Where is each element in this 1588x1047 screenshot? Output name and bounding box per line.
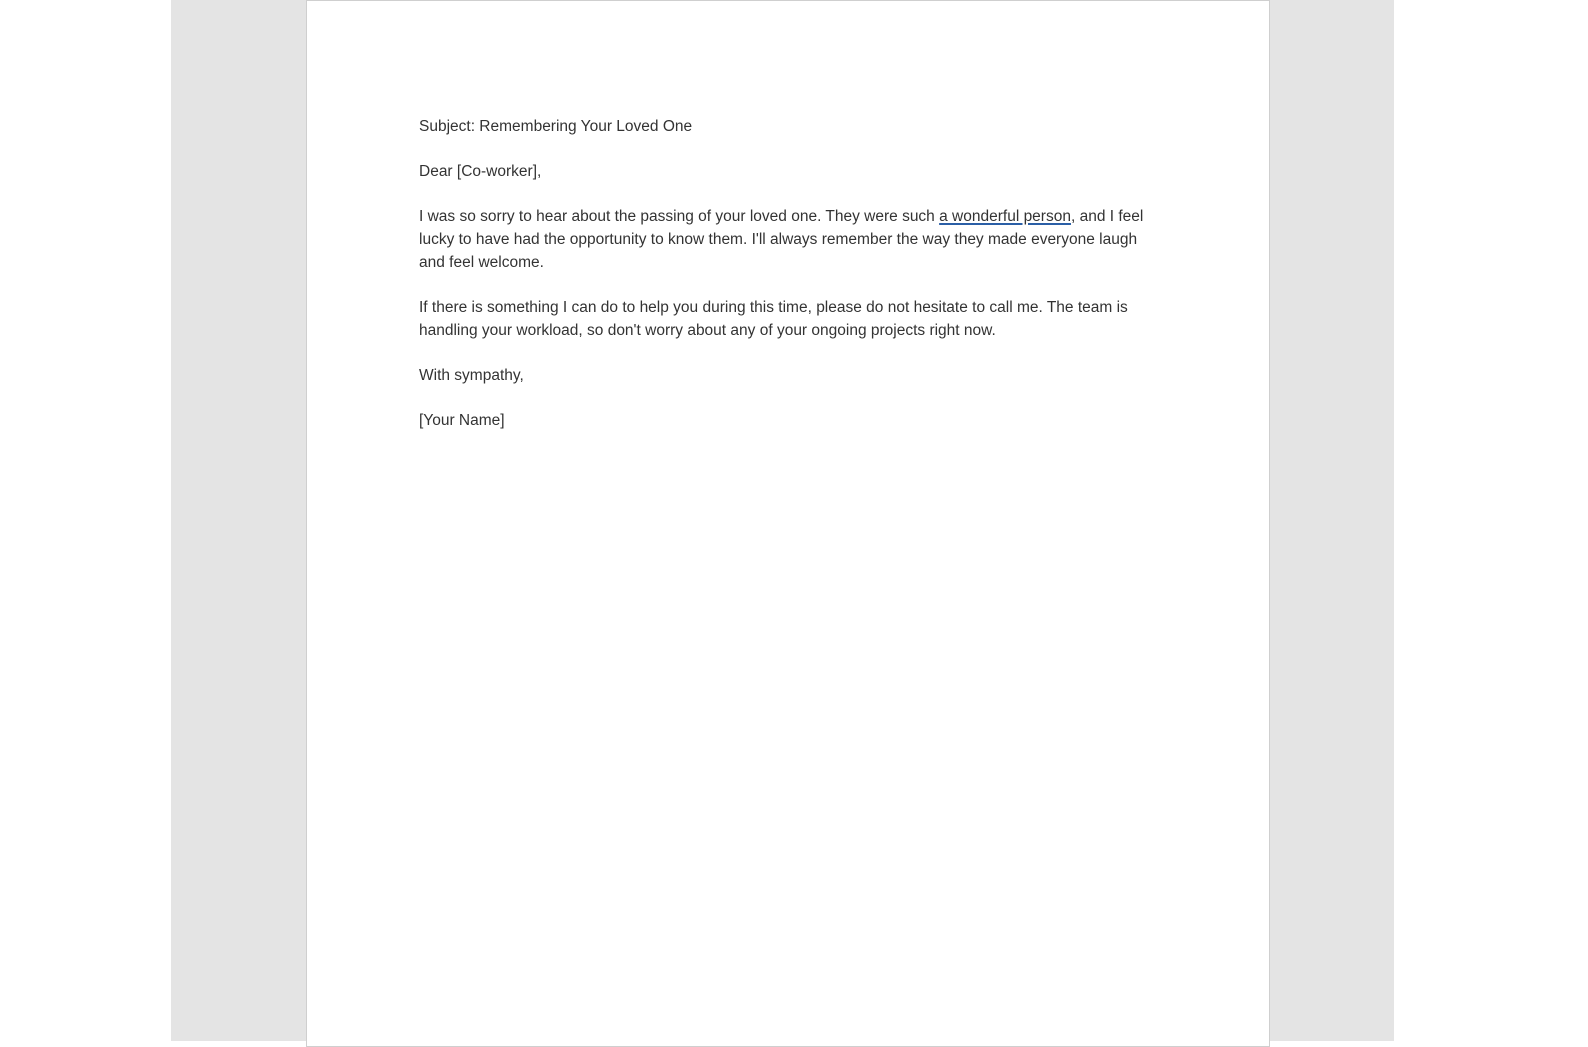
letter-paragraph-2: If there is something I can do to help you during this time, please do not hesitate to call me. The team is handling your workload, so don't worry about any of your ongoing projects right now. (419, 299, 1128, 339)
document-page (306, 0, 1270, 1047)
paragraph-1-text-start: I was so sorry to hear about the passing of your loved one. They were such (419, 208, 940, 225)
letter-salutation: Dear [Co-worker], (419, 163, 542, 180)
letter-paragraph-1 (419, 205, 1159, 274)
letter-signature: [Your Name] (419, 412, 505, 429)
paragraph-1-text-end: , and I feel lucky to have had the opportunity to know them. I'll always remember the way they made everyone laugh and feel welcome. (419, 208, 1144, 271)
wonderful-person-link[interactable]: a wonderful person (939, 208, 1071, 225)
document-viewer (171, 0, 1394, 1041)
letter-closing: With sympathy, (419, 367, 524, 384)
letter-body (419, 115, 1159, 454)
letter-subject: Subject: Remembering Your Loved One (419, 118, 693, 135)
